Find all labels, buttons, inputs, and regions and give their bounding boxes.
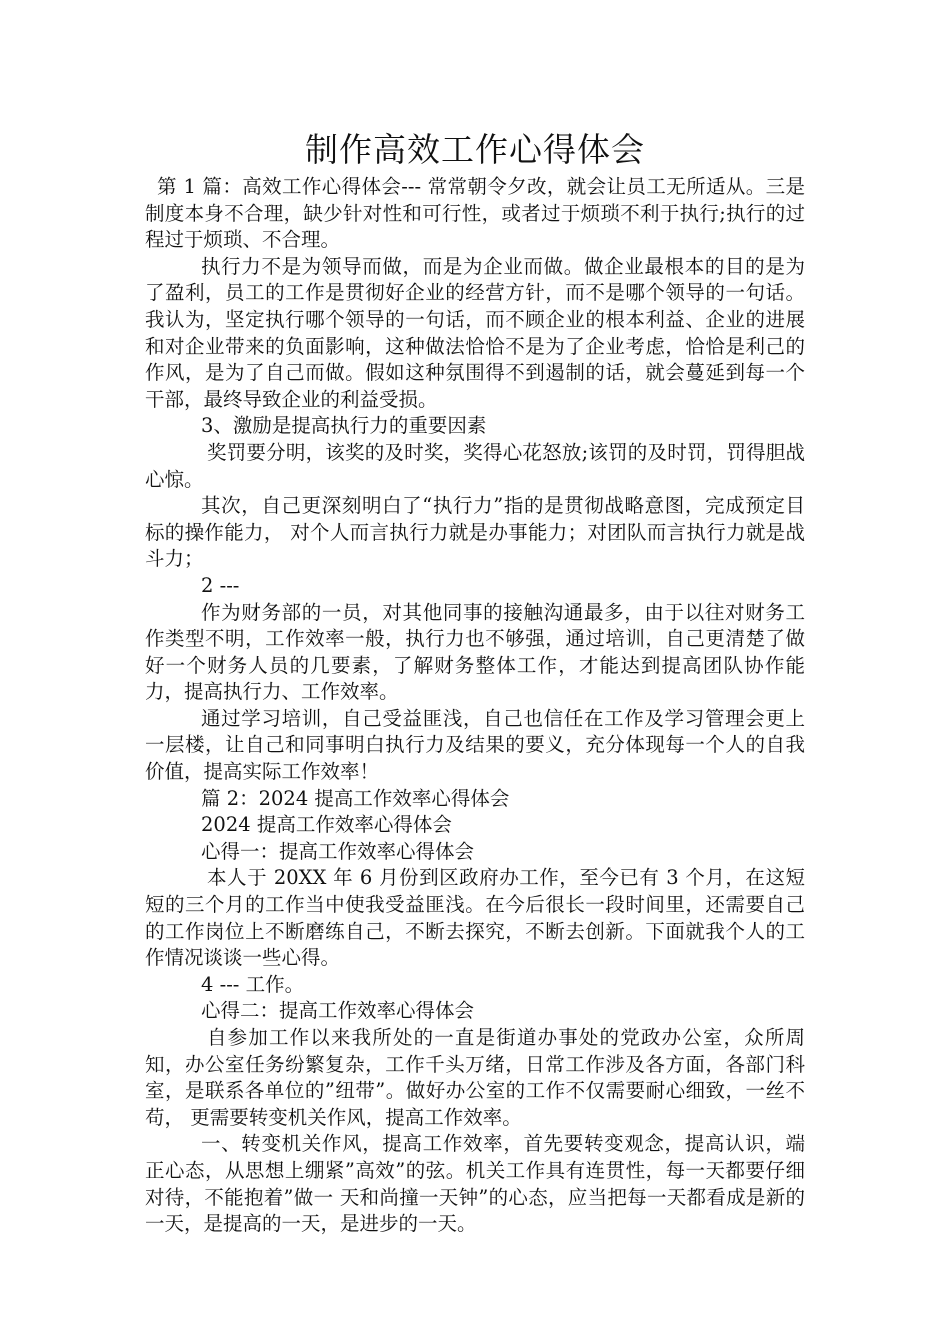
paragraph: 一、转变机关作风，提高工作效率，首先要转变观念，提高认识，端正心态，从思想上绷紧”高效”的弦。机关工作具有连贯性，每一天都要仔细对待，不能抱着”做一 天和尚撞一天钟”的心态，应当把每一天都看成是新的一天，是提高的一天，是进步的一天。 — [145, 1132, 805, 1236]
section-heading: 心得一：提高工作效率心得体会 — [201, 839, 475, 863]
paragraph: 第 1 篇：高效工作心得体会--- 常常朝令夕改，就会让员工无所适从。三是制度本身不合理，缺少针对性和可行性，或者过于烦琐不利于执行;执行的过程过于烦琐、不合理。 — [145, 175, 805, 252]
paragraph: 本人于 20XX 年 6 月份到区政府办工作，至今已有 3 个月，在这短短的三个月的工作当中使我受益匪浅。在今后很长一段时间里，还需要自己的工作岗位上不断磨练自己，不断去探究，不断去创新。下面就我个人的工作情况谈谈一些心得。 — [145, 866, 805, 970]
paragraph: 3、激励是提高执行力的重要因素 — [201, 414, 487, 438]
paragraph: 4 --- 工作。 — [201, 972, 305, 996]
document-title: 制作高效工作心得体会 — [305, 130, 645, 169]
paragraph: 执行力不是为领导而做，而是为企业而做。做企业最根本的目的是为了盈利，员工的工作是贯彻好企业的经营方针，而不是哪个领导的一句话。我认为，坚定执行哪个领导的一句话，而不顾企业的根本利益、企业的进展和对企业带来的负面影响，这种做法恰恰不是为了企业考虑，恰恰是利己的作风，是为了自己而做。假如这种氛围得不到遏制的话，就会蔓延到每一个干部，最终导致企业的利益受损。 — [145, 254, 805, 411]
section-heading: 2024 提高工作效率心得体会 — [201, 813, 452, 837]
paragraph: 通过学习培训，自己受益匪浅，自己也信任在工作及学习管理会更上一层楼，让自己和同事明白执行力及结果的要义，充分体现每一个人的自我价值，提高实际工作效率！ — [145, 706, 805, 784]
section-heading: 篇 2：2024 提高工作效率心得体会 — [201, 786, 510, 810]
paragraph: 奖罚要分明，该奖的及时奖，奖得心花怒放;该罚的及时罚，罚得胆战心惊。 — [145, 440, 805, 491]
paragraph: 自参加工作以来我所处的一直是街道办事处的党政办公室，众所周知，办公室任务纷繁复杂，工作千头万绪，日常工作涉及各方面，各部门科室，是联系各单位的”纽带”。做好办公室的工作不仅需要耐心细致，一丝不苟， 更需要转变机关作风，提高工作效率。 — [145, 1026, 805, 1129]
paragraph: 作为财务部的一员，对其他同事的接触沟通最多，由于以往对财务工作类型不明，工作效率一般，执行力也不够强，通过培训，自己更清楚了做好一个财务人员的几要素，了解财务整体工作，才能达到提高团队协作能力，提高执行力、工作效率。 — [145, 600, 805, 704]
section-heading: 心得二：提高工作效率心得体会 — [201, 999, 475, 1023]
document-body — [145, 174, 805, 1238]
paragraph: 2 --- — [201, 573, 240, 597]
paragraph: 其次，自己更深刻明白了“执行力”指的是贯彻战略意图，完成预定目标的操作能力， 对个人而言执行力就是办事能力；对团队而言执行力就是战斗力； — [145, 494, 805, 571]
